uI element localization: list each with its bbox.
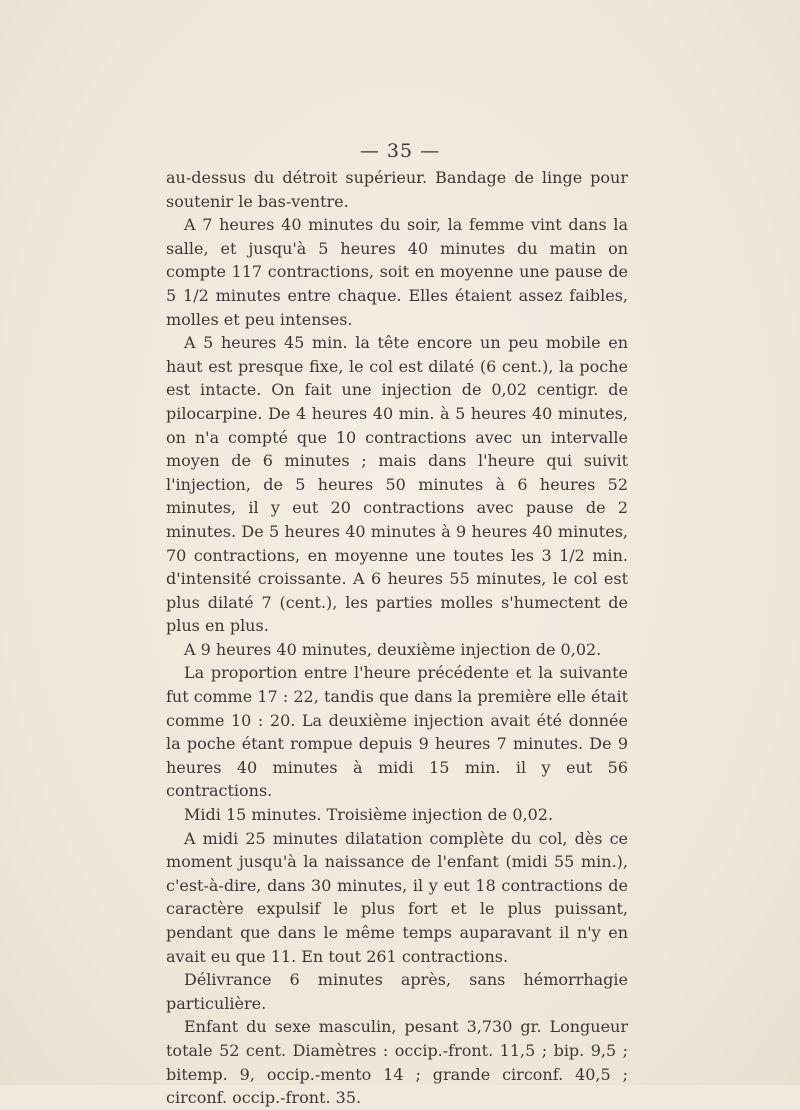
paragraph-3: A 5 heures 45 min. la tête encore un peu mobile en haut est presque fixe, le col est dilaté (6 cent.), la poche est intacte. On fait une injection de 0,02 centigr. de pilocarpine. De 4 heures 40 min. à 5 heures 40 minutes, on n'a compté que 10 contractions avec un intervalle moyen de 6 minutes ; mais dans l'heure qui suivit l'injection, de 5 heures 50 minutes à 6 heures 52 minutes, il y eut 20 contractions avec pause de 2 minutes. De 5 heures 40 minutes à 9 heures 40 minutes, 70 contractions, en moyenne une toutes les 3 1/2 min. d'intensité croissante. A 6 heures 55 minutes, le col est plus dilaté 7 (cent.), les parties molles s'humectent de plus en plus. xyxy=(166,333,628,636)
paragraph-7: A midi 25 minutes dilatation complète du col, dès ce moment jusqu'à la naissance de l'enfant (midi 55 min.), c'est-à-dire, dans 30 minutes, il y eut 18 contractions de caractère expulsif le plus fort et le plus puissant, pendant que dans le même temps auparavant il n'y en avait eu que 11. En tout 261 contractions. xyxy=(166,828,628,966)
paragraph-6: Midi 15 minutes. Troisième injection de 0,02. xyxy=(184,805,554,825)
paragraph-4: A 9 heures 40 minutes, deuxième injection de 0,02. xyxy=(184,639,602,659)
paragraph-9: Enfant du sexe masculin, pesant 3,730 gr. Longueur totale 52 cent. Diamètres : occip.-front. 11,5 ; bip. 9,5 ; bitemp. 9, occip.-mento 14 ; grande circonf. 40,5 ; circonf. occip.-front. 35. xyxy=(166,1017,628,1108)
paragraph-8: Délivrance 6 minutes après, sans hémorrhagie particulière. xyxy=(166,970,628,1013)
paragraph-1: au-dessus du détroit supérieur. Bandage de linge pour soutenir le bas-ventre. xyxy=(166,168,628,211)
body-text xyxy=(166,166,628,1110)
page-number: — 35 — xyxy=(359,140,441,162)
paragraph-2: A 7 heures 40 minutes du soir, la femme vint dans la salle, et jusqu'à 5 heures 40 minutes du matin on compte 117 contractions, soit en moyenne une pause de 5 1/2 minutes entre chaque. Elles étaient assez faibles, molles et peu intenses. xyxy=(166,215,628,329)
paragraph-5: La proportion entre l'heure précédente et la suivante fut comme 17 : 22, tandis que dans la première elle était comme 10 : 20. La deuxième injection avait été donnée la poche étant rompue depuis 9 heures 7 minutes. De 9 heures 40 minutes à midi 15 min. il y eut 56 contractions. xyxy=(166,663,628,801)
